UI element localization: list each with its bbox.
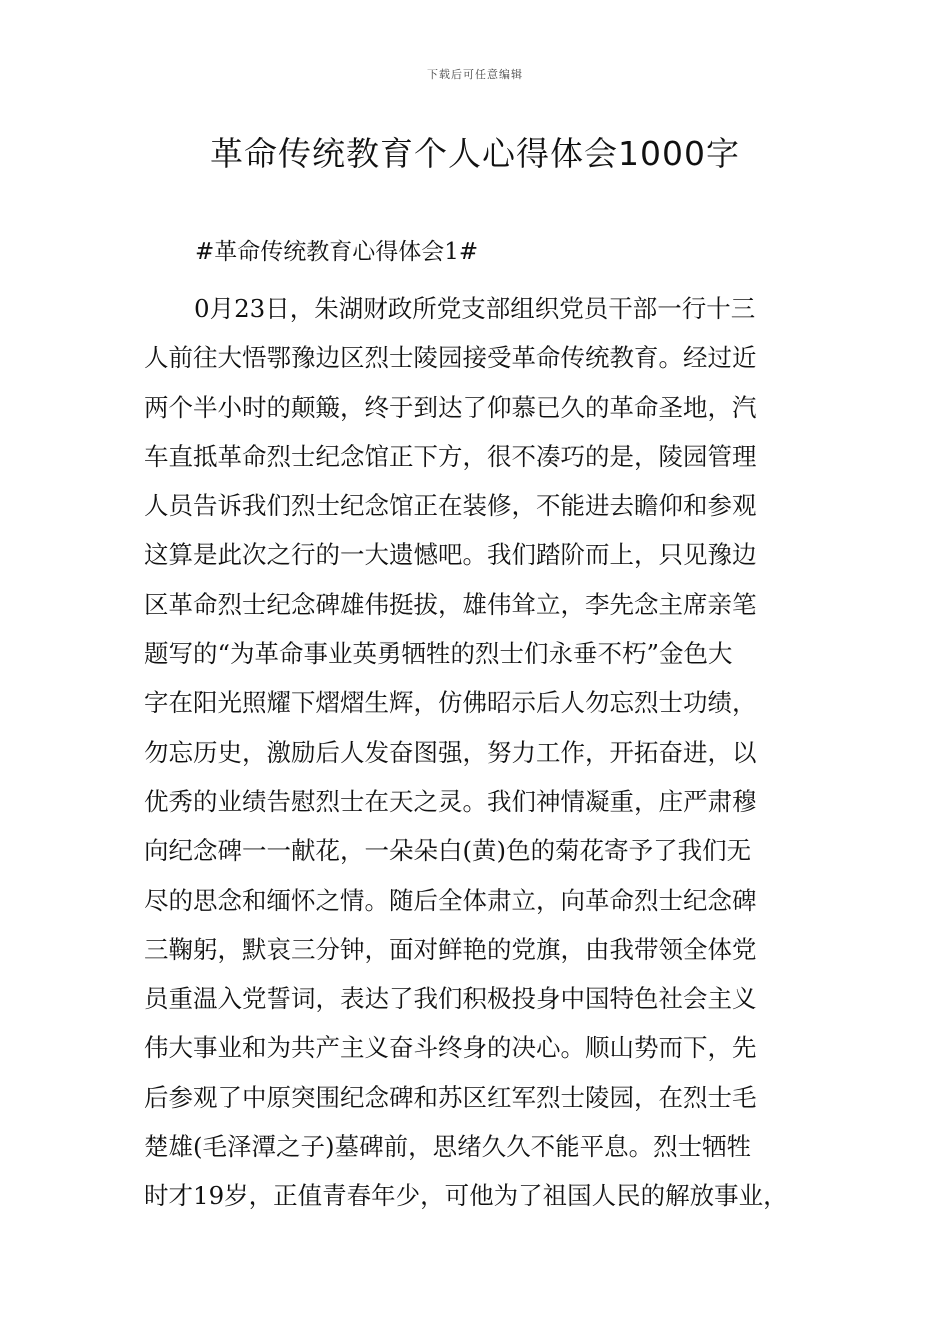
paragraph-line: 员重温入党誓词，表达了我们积极投身中国特色社会主义 — [144, 984, 757, 1014]
paragraph-line: 勿忘历史，激励后人发奋图强，努力工作，开拓奋进，以 — [144, 737, 757, 767]
paragraph-line: 两个半小时的颠簸，终于到达了仰慕已久的革命圣地，汽 — [144, 392, 757, 422]
paragraph-line: 三鞠躬，默哀三分钟，面对鲜艳的党旗，由我带领全体党 — [144, 934, 757, 964]
paragraph-line: 楚雄(毛泽潭之子)墓碑前，思绪久久不能平息。烈士牺牲 — [144, 1132, 752, 1162]
paragraph-line: 尽的思念和缅怀之情。随后全体肃立，向革命烈士纪念碑 — [144, 885, 757, 915]
paragraph-line: 题写的“为革命事业英勇牺牲的烈士们永垂不朽”金色大 — [144, 639, 733, 669]
paragraph-line: 优秀的业绩告慰烈士在天之灵。我们神情凝重，庄严肃穆 — [144, 786, 757, 816]
document-title: 革命传统教育个人心得体会1000字 — [210, 134, 740, 173]
paragraph-line: 后参观了中原突围纪念碑和苏区红军烈士陵园，在烈士毛 — [144, 1082, 757, 1112]
paragraph-line: 0月23日，朱湖财政所党支部组织党员干部一行十三 — [194, 294, 756, 323]
paragraph-line: 车直抵革命烈士纪念馆正下方，很不凑巧的是，陵园管理 — [144, 441, 757, 471]
paragraph-line: 区革命烈士纪念碑雄伟挺拔，雄伟耸立，李先念主席亲笔 — [144, 589, 757, 619]
paragraph-line: 伟大事业和为共产主义奋斗终身的决心。顺山势而下，先 — [144, 1033, 757, 1063]
paragraph-line: 人前往大悟鄂豫边区烈士陵园接受革命传统教育。经过近 — [144, 343, 757, 373]
paragraph-line: 字在阳光照耀下熠熠生辉，仿佛昭示后人勿忘烈士功绩， — [144, 688, 757, 718]
paragraph-line: 向纪念碑一一献花，一朵朵白(黄)色的菊花寄予了我们无 — [144, 836, 752, 866]
header-note: 下载后可任意编辑 — [427, 68, 523, 81]
section-heading: #革命传统教育心得体会1# — [195, 239, 479, 265]
paragraph-line: 时才19岁，正值青春年少，可他为了祖国人民的解放事业， — [144, 1181, 788, 1211]
body-paragraph — [144, 284, 834, 1221]
paragraph-line: 人员告诉我们烈士纪念馆正在装修，不能进去瞻仰和参观 — [144, 491, 757, 521]
paragraph-line: 这算是此次之行的一大遗憾吧。我们踏阶而上，只见豫边 — [144, 540, 757, 570]
